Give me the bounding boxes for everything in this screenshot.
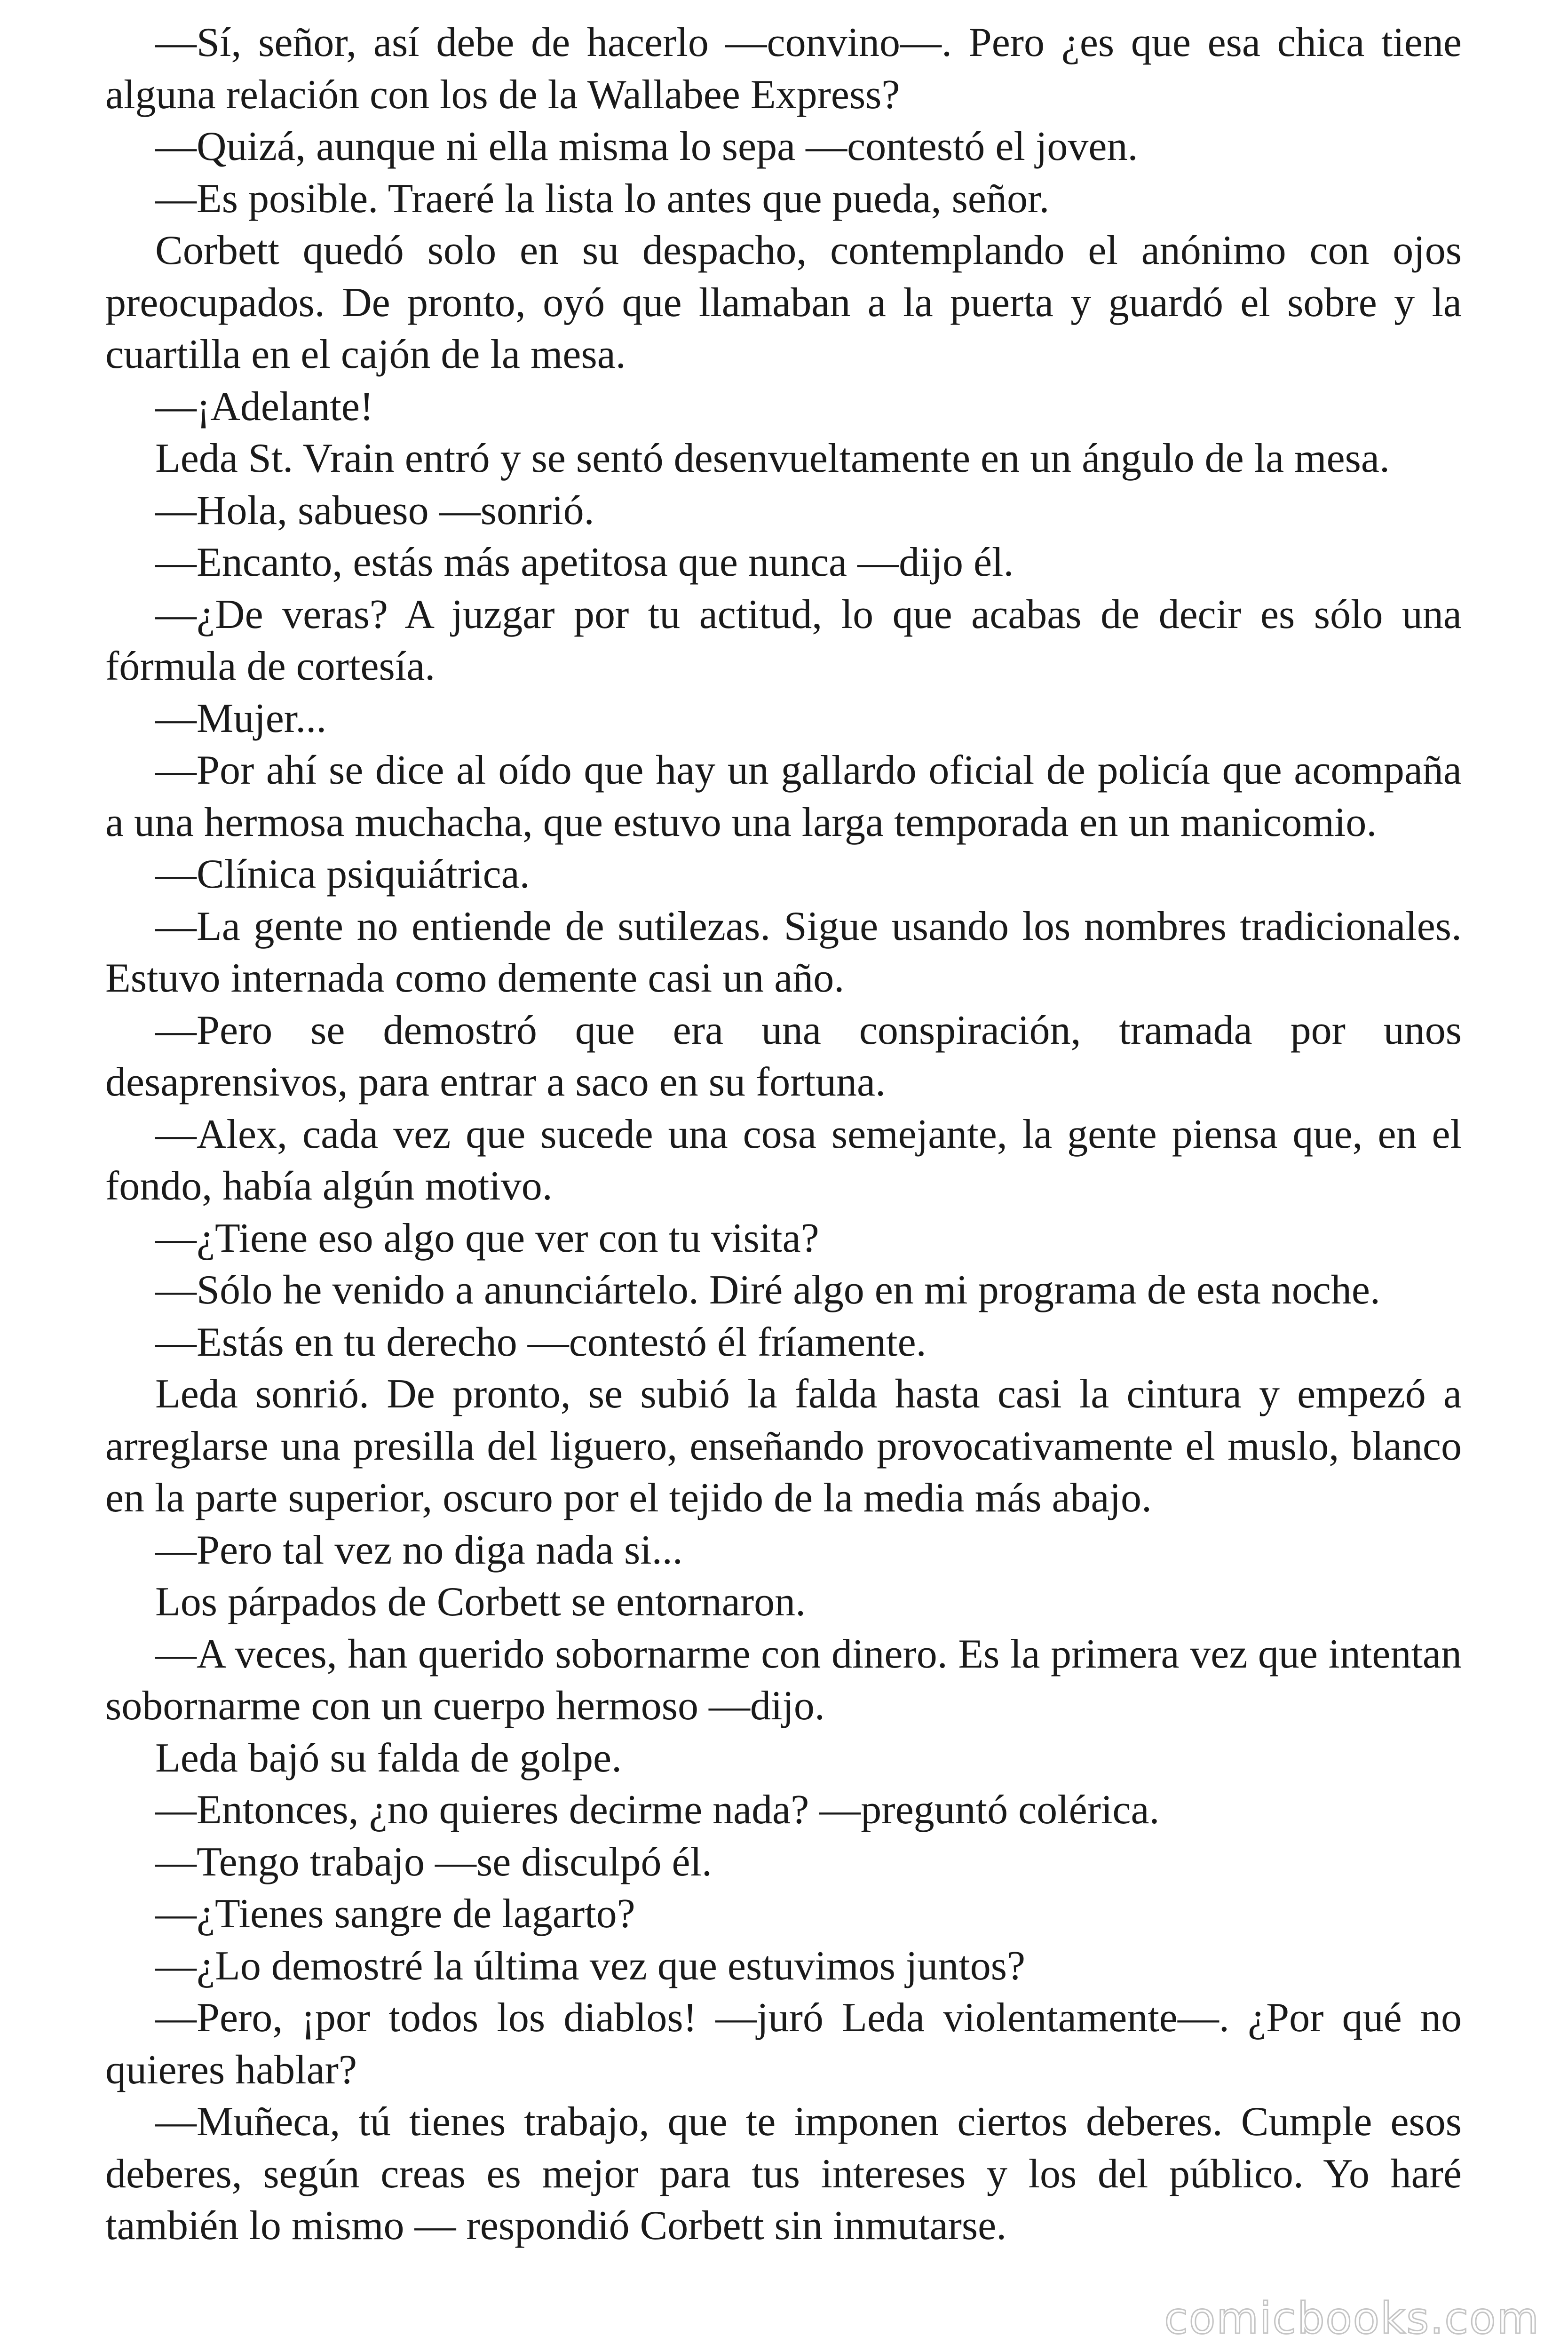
paragraph: Leda St. Vrain entró y se sentó desenvueltamente en un ángulo de la mesa.: [155, 436, 1390, 481]
paragraph: —Pero, ¡por todos los diablos! —juró Leda violentamente—. ¿Por qué no quieres hablar?: [105, 1995, 1462, 2093]
paragraph: —Pero tal vez no diga nada si...: [155, 1527, 683, 1573]
paragraph: —Es posible. Traeré la lista lo antes que pueda, señor.: [155, 175, 1050, 222]
paragraph: Los párpados de Corbett se entornaron.: [155, 1579, 806, 1625]
paragraph: —¿Lo demostré la última vez que estuvimos juntos?: [155, 1943, 1026, 1989]
paragraph: —Por ahí se dice al oído que hay un gallardo oficial de policía que acompaña a una hermosa muchacha, que estuvo una larga temporada en un manicomio.: [105, 747, 1462, 845]
paragraph: —¿De veras? A juzgar por tu actitud, lo que acabas de decir es sólo una fórmula de cortesía.: [105, 591, 1462, 689]
body-text: [105, 17, 1462, 2252]
paragraph: Leda bajó su falda de golpe.: [155, 1735, 622, 1781]
paragraph: Corbett quedó solo en su despacho, contemplando el anónimo con ojos preocupados. De pronto, oyó que llamaban a la puerta y guardó el sobre y la cuartilla en el cajón de la mesa.: [105, 228, 1462, 377]
paragraph: —¡Adelante!: [155, 383, 374, 429]
paragraph: —La gente no entiende de sutilezas. Sigue usando los nombres tradicionales. Estuvo internada como demente casi un año.: [105, 903, 1462, 1001]
paragraph: —Mujer...: [155, 695, 327, 741]
paragraph: —Entonces, ¿no quieres decirme nada? —preguntó colérica.: [155, 1787, 1160, 1833]
paragraph: —Muñeca, tú tienes trabajo, que te imponen ciertos deberes. Cumple esos deberes, según creas es mejor para tus intereses y los del público. Yo haré también lo mismo — respondió Corbett sin inmutarse.: [105, 2099, 1462, 2249]
paragraph: —Quizá, aunque ni ella misma lo sepa —contestó el joven.: [155, 124, 1138, 169]
paragraph: —A veces, han querido sobornarme con dinero. Es la primera vez que intentan sobornarme con un cuerpo hermoso —dijo.: [105, 1631, 1462, 1729]
paragraph: —Tengo trabajo —se disculpó él.: [155, 1839, 713, 1885]
paragraph: —Hola, sabueso —sonrió.: [155, 487, 594, 533]
paragraph: Leda sonrió. De pronto, se subió la falda hasta casi la cintura y empezó a arreglarse una presilla del liguero, enseñando provocativamente el muslo, blanco en la parte superior, oscuro por el tejido de la media más abajo.: [105, 1371, 1462, 1521]
paragraph: —Sólo he venido a anunciártelo. Diré algo en mi programa de esta noche.: [155, 1267, 1380, 1313]
paragraph: —Encanto, estás más apetitosa que nunca —dijo él.: [155, 540, 1014, 585]
paragraph: —Clínica psiquiátrica.: [155, 851, 530, 897]
paragraph: —Alex, cada vez que sucede una cosa semejante, la gente piensa que, en el fondo, había algún motivo.: [105, 1111, 1462, 1209]
paragraph: —Estás en tu derecho —contestó él fríamente.: [155, 1319, 927, 1365]
paragraph: —¿Tienes sangre de lagarto?: [155, 1891, 635, 1937]
watermark-logo: comicbooks.com: [1164, 2293, 1540, 2344]
paragraph: —Pero se demostró que era una conspiración, tramada por unos desaprensivos, para entrar a saco en su fortuna.: [105, 1007, 1462, 1105]
paragraph: —Sí, señor, así debe de hacerlo —convino—. Pero ¿es que esa chica tiene alguna relación con los de la Wallabee Express?: [105, 20, 1462, 118]
paragraph: —¿Tiene eso algo que ver con tu visita?: [155, 1215, 819, 1261]
